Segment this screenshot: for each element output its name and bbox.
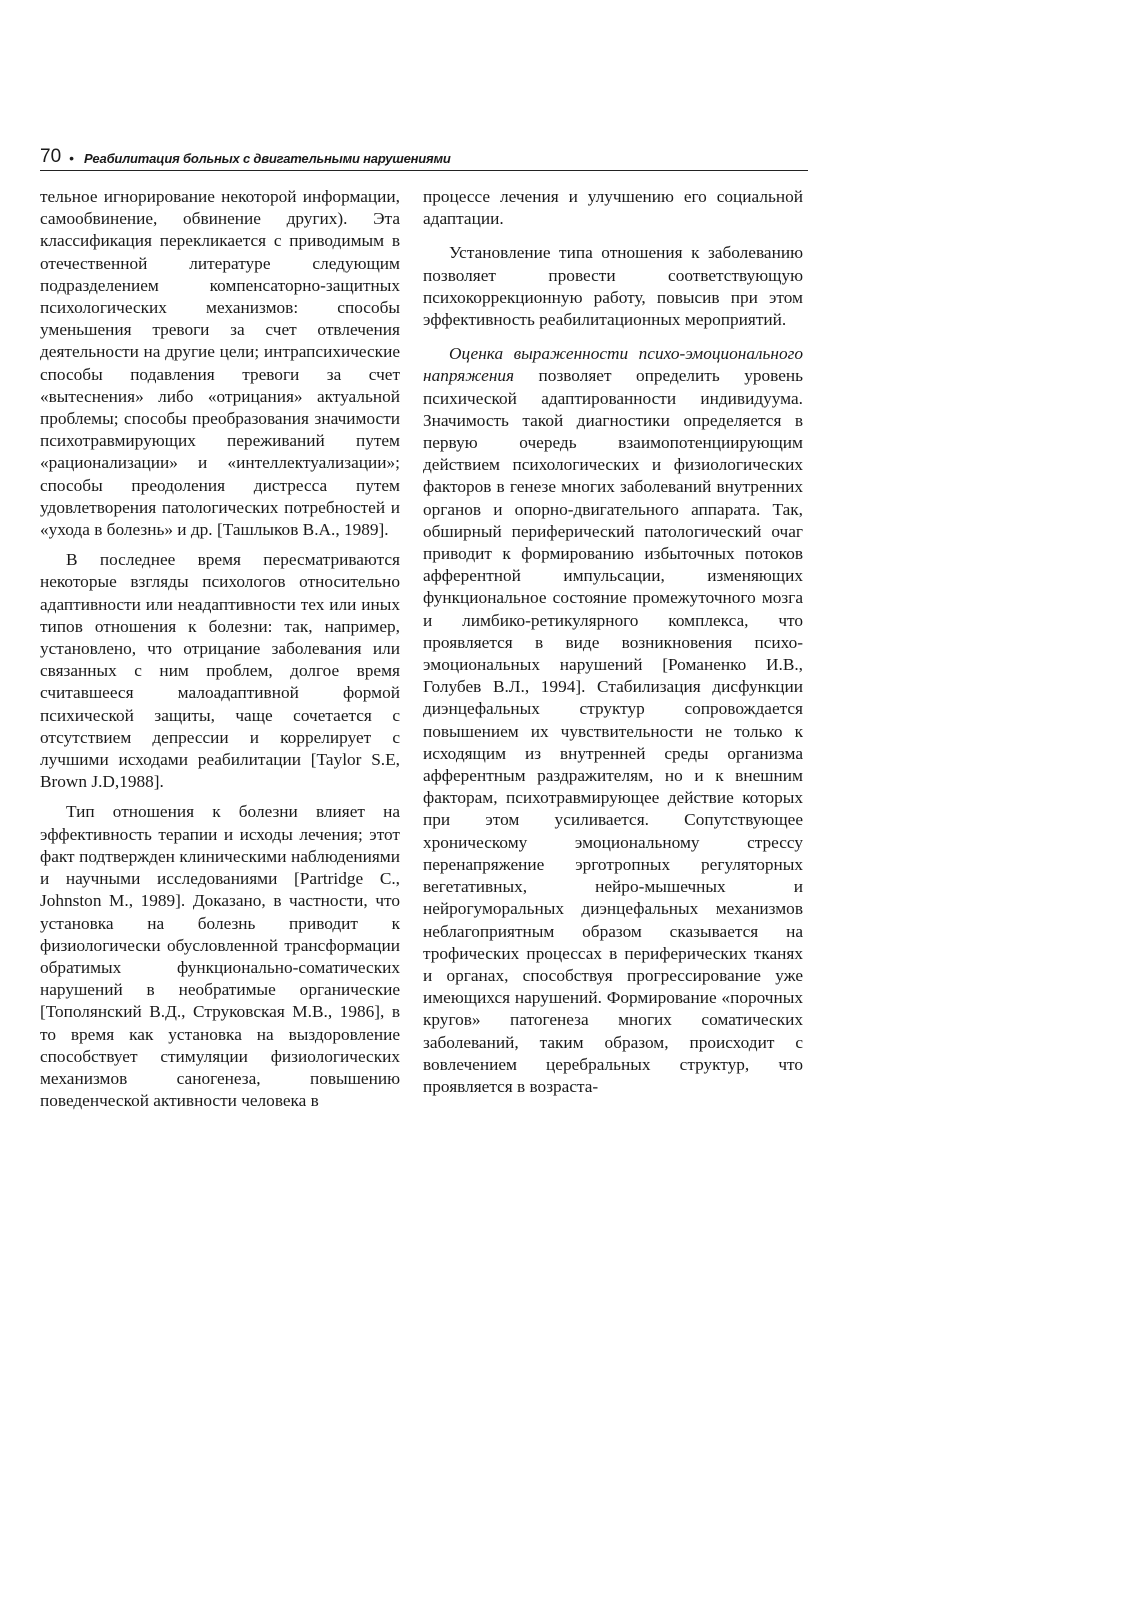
bullet-separator: • [69, 150, 75, 166]
left-column [40, 186, 400, 1112]
paragraph-text: позволяет определить уровень психической адаптированности индивидуума. Значимость такой диагностики определяется в первую очередь взаимопотенциирующим действием психологических и физиологических факторов в генезе многих заболеваний внутренних органов и опорно-двигательного аппарата. Так, обширный периферический патологический очаг приводит к формированию избыточных потоков афферентной импульсации, изменяющих функциональное состояние промежуточного мозга и лимбико-ретикулярного комплекса, что проявляется в виде возникновения психо-эмоциональных нарушений [Романенко И.В., Голубев В.Л., 1994]. Стабилизация дисфункции диэнцефальных структур сопровождается повышением их чувствительности не только к исходящим из внутренней среды организма афферентным раздражителям, но и к внешним факторам, психотравмирующее действие которых при этом усиливается. Сопутствующее хроническому эмоциональному стрессу перенапряжение эрготропных регуляторных вегетативных, нейро-мышечных и нейрогуморальных диэнцефальных механизмов неблагоприятным образом сказывается на трофических процессах в периферических тканях и органах, способствуя прогрессирование уже имеющихся нарушений. Формирование «порочных кругов» патогенеза многих соматических заболеваний, таким образом, происходит с вовлечением церебральных структур, что проявляется в возраста- [423, 366, 803, 1096]
right-column [423, 186, 803, 1098]
running-title: Реабилитация больных с двигательными нарушениями [84, 151, 451, 166]
running-header [40, 146, 808, 171]
italic-term: Оценка выраженности психо-эмоционального напряжения [423, 344, 803, 386]
paragraph: Установление типа отношения к заболеванию позволяет провести соответствующую психокоррекционную работу, повысив при этом эффективность реабилитационных мероприятий. [423, 243, 803, 330]
paragraph: Тип отношения к болезни влияет на эффективность терапии и исходы лечения; этот факт подтвержден клиническими наблюдениями и научными исследованиями [Partridge C., Johnston M., 1989]. Доказано, в частности, что установка на болезнь приводит к физиологически обусловленной трансформации обратимых функционально-соматических нарушений в необратимые органические [Тополянский В.Д., Струковская М.В., 1986], в то время как установка на выздоровление способствует стимуляции физиологических механизмов саногенеза, повышению поведенческой активности человека в [40, 802, 400, 1111]
paragraph: процессе лечения и улучшению его социальной адаптации. [423, 187, 803, 229]
page-number: 70 [40, 146, 62, 167]
paragraph [423, 343, 803, 1098]
paragraph: В последнее время пересматриваются некоторые взгляды психологов относительно адаптивности или неадаптивности тех или иных типов отношения к болезни: так, например, установлено, что отрицание заболевания или связанных с ним проблем, долгое время считавшееся малоадаптивной формой психической защиты, чаще сочетается с отсутствием депрессии и коррелирует с лучшими исходами реабилитации [Taylor S.E, Brown J.D,1988]. [40, 550, 400, 792]
paragraph: тельное игнорирование некоторой информации, самообвинение, обвинение других). Эта классификация перекликается с приводимым в отечественной литературе следующим подразделением компенсаторно-защитных психологических механизмов: способы уменьшения тревоги за счет отвлечения деятельности на другие цели; интрапсихические способы подавления тревоги за счет «вытеснения» либо «отрицания» актуальной проблемы; способы преобразования значимости психотравмирующих переживаний путем «рационализации» и «интеллектуализации»; способы преодоления дистресса путем удовлетворения патологических потребностей и «ухода в болезнь» и др. [Ташлыков В.А., 1989]. [40, 187, 400, 540]
